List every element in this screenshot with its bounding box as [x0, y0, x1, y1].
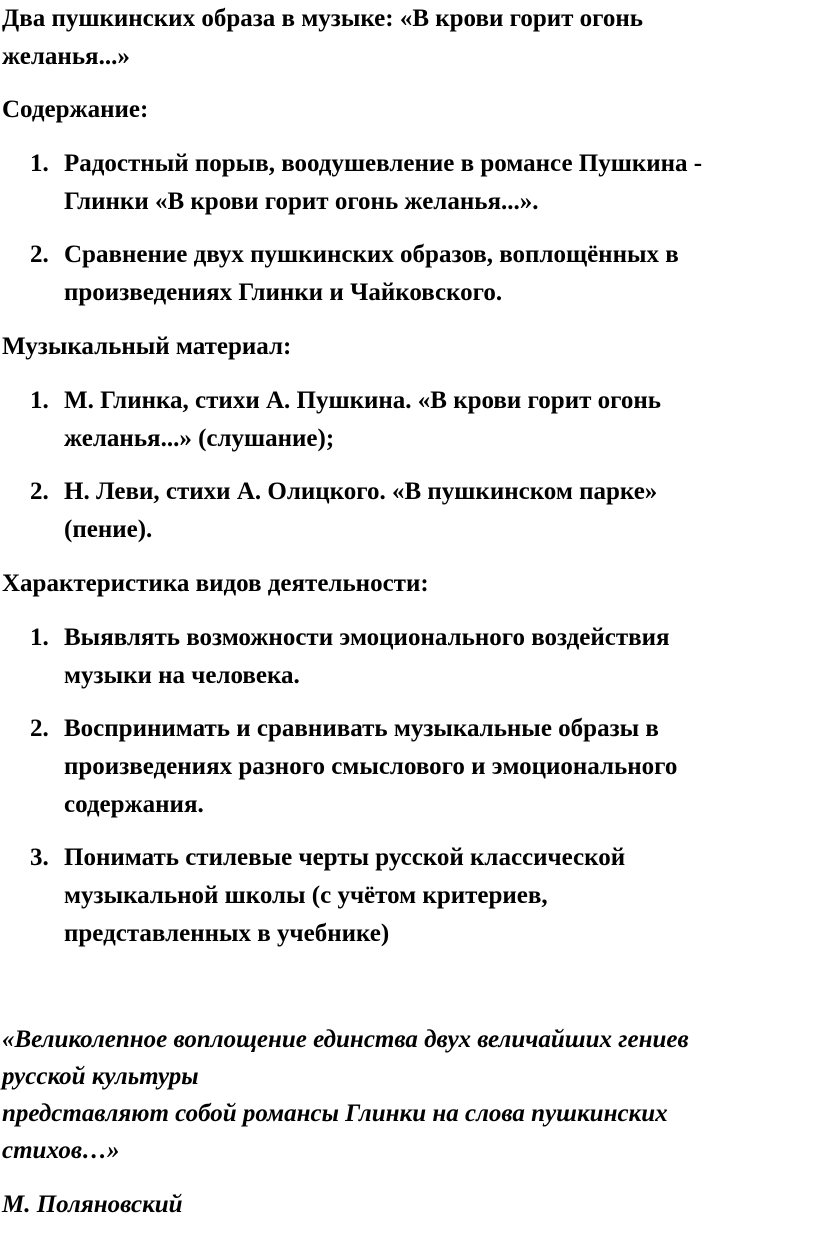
list-item — [0, 710, 790, 824]
list-item — [0, 619, 790, 695]
list-item-line: представленных в учебнике) — [64, 920, 390, 947]
list-item-line: Радостный порыв, воодушевление в романсе Пушкина - — [64, 150, 703, 177]
list-item-number: 1. — [30, 624, 49, 651]
list-item-number: 3. — [30, 844, 49, 871]
list-item-number: 2. — [30, 715, 49, 742]
document-title — [2, 0, 802, 76]
activities-list — [0, 619, 790, 968]
content-list — [0, 145, 790, 327]
list-item-line: Сравнение двух пушкинских образов, воплощённых в — [64, 241, 679, 268]
quote-line: русской культуры — [2, 1063, 199, 1090]
list-item-line: Н. Леви, стихи А. Олицкого. «В пушкинском парке» — [64, 478, 658, 505]
list-item-number: 1. — [30, 150, 49, 177]
list-item-line: (пение). — [64, 516, 153, 543]
list-item-line: Глинки «В крови горит огонь желанья...». — [64, 188, 539, 215]
list-item — [0, 382, 790, 458]
list-item-line: произведениях разного смыслового и эмоционального — [64, 753, 678, 780]
list-item-line: М. Глинка, стихи А. Пушкина. «В крови горит огонь — [64, 387, 661, 414]
list-item — [0, 145, 790, 221]
quote-line: «Великолепное воплощение единства двух величайших гениев — [2, 1026, 689, 1053]
list-item-line: желанья...» (слушание); — [64, 425, 335, 452]
list-item-number: 1. — [30, 387, 49, 414]
title-line: желанья...» — [2, 43, 130, 70]
list-item — [0, 236, 790, 312]
list-item-number: 2. — [30, 241, 49, 268]
section-heading-content: Содержание: — [2, 96, 149, 123]
title-line: Два пушкинских образа в музыке: «В крови горит огонь — [2, 5, 644, 32]
section-heading-activities: Характеристика видов деятельности: — [2, 570, 429, 597]
quote-line: стихов…» — [2, 1137, 120, 1164]
list-item-number: 2. — [30, 478, 49, 505]
list-item-line: Выявлять возможности эмоционального воздействия — [64, 624, 670, 651]
list-item-line: произведениях Глинки и Чайковского. — [64, 279, 503, 306]
quote-line: представляют собой романсы Глинки на слова пушкинских — [2, 1100, 668, 1127]
list-item-line: Воспринимать и сравнивать музыкальные образы в — [64, 715, 659, 742]
epigraph-quote — [2, 1021, 802, 1169]
list-item-line: Понимать стилевые черты русской классической — [64, 844, 626, 871]
list-item-line: музыки на человека. — [64, 662, 300, 689]
material-list — [0, 382, 790, 564]
list-item-line: содержания. — [64, 791, 204, 818]
list-item — [0, 473, 790, 549]
list-item — [0, 839, 790, 953]
list-item-line: музыкальной школы (с учётом критериев, — [64, 882, 548, 909]
quote-author: М. Поляновский — [2, 1191, 183, 1218]
section-heading-material: Музыкальный материал: — [2, 333, 292, 360]
